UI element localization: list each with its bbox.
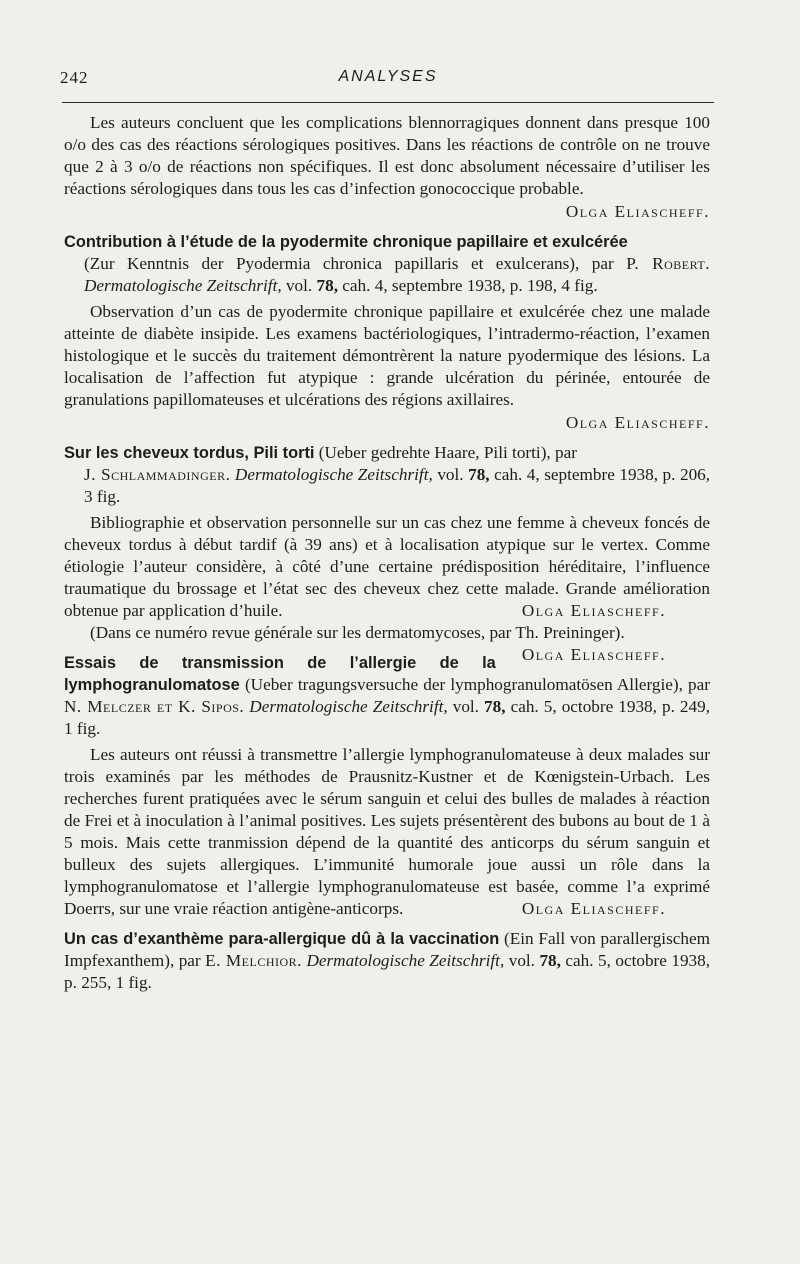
entry-vol: vol.: [452, 697, 479, 716]
signature: Olga Eliascheff.: [521, 645, 666, 664]
entry-text-body: Les auteurs ont réussi à transmettre l’allergie lymphogranulomateuse à deux malades sur trois examinés par les méthodes de Prausnitz-Kustner et de Kœnigstein-Urbach. Les recherches furent pratiquées avec le sérum sanguin et celui des bulles de malades à réaction de Frei et à inoculation à l’animal positives. Les sujets présentèrent des bubons au bout de 1 à 5 mois. Mais cette tranmission dépend de la quantité des anticorps du sérum sanguin et bulleux des sujets allergiques. L’immunité humorale joue aussi un rôle dans la lymphogranulomatose et l’allergie lymphogranulomateuse est basée, comme l’a exprimé Doerrs, sur une vraie réaction antigène-anticorps.: [64, 745, 710, 918]
entry-vol-number: 78,: [539, 951, 561, 970]
entry-subtitle: (Ueber gedrehte Haare, Pili torti), par: [318, 443, 577, 462]
signature: Olga Eliascheff.: [521, 601, 666, 620]
entry-title: Contribution à l’étude de la pyodermite chronique papillaire et exulcérée: [64, 233, 628, 251]
entry-heading: [64, 928, 710, 994]
entry-vol: vol.: [285, 276, 313, 295]
entry-author: E. Melchior.: [205, 951, 302, 970]
entry-journal: Dermatologische Zeitschrift,: [234, 465, 433, 484]
entry-author: P. Robert.: [626, 254, 710, 273]
entry-journal: Dermatologische Zeitschrift,: [306, 951, 505, 970]
signature: Olga Eliascheff.: [521, 899, 666, 918]
entry-title: Essais de transmission de l’allergie de la lymphogranulomatose: [64, 654, 496, 694]
running-title: ANALYSES: [338, 68, 438, 85]
entry-text: Observation d’un cas de pyodermite chronique papillaire et exulcérée chez une malade atteinte de diabète insipide. Les examens bactériologiques, l’intradermo-réaction, l’examen histologique et le succès du traitement démontrèrent la nature pyodermique des lésions. La localisation de l’affection fut atypique : grande ulcération du périnée, entourée de granulations papillomateuses et ulcérations des régions axillaires.: [64, 302, 710, 409]
entry-author: N. Melczer et K. Sipos.: [64, 697, 245, 716]
signature: Olga Eliascheff.: [565, 202, 710, 221]
entry-reference: [64, 464, 710, 508]
intro-paragraph: Les auteurs concluent que les complications blennorragiques donnent dans presque 100 o/o des cas des réactions sérologiques positives. Dans les réactions de contrôle on ne trouve que 2 à 3 o/o de réactions non spécifiques. Il est donc absolument nécessaire d’utiliser les réactions sérologiques dans tous les cas d’infection gonococcique probable.: [64, 113, 710, 198]
entry-heading: [64, 231, 710, 253]
entry-reference: [64, 253, 710, 297]
entry-pyodermite: [64, 231, 710, 434]
entry-text: [64, 744, 710, 920]
entry-vol-number: 78,: [316, 276, 338, 295]
entry-title: Un cas d’exanthème para-allergique dû à la vaccination: [64, 930, 500, 948]
entry-details: cah. 5, octobre 1938, p. 255, 1 fig.: [64, 951, 711, 992]
entry-subtitle: (Ein Fall von parallergischem Impfexanthem), par: [64, 929, 710, 970]
entry-subtitle: (Ueber tragungsversuche der lymphogranulomatösen Allergie), par: [244, 675, 711, 694]
entry-author: J. Schlammadinger.: [84, 465, 231, 484]
entry-vol: vol.: [437, 465, 464, 484]
entry-subtitle: (Zur Kenntnis der Pyodermia chronica papillaris et exulcerans), par: [84, 254, 614, 273]
entry-text: [64, 512, 710, 622]
entry-vol-number: 78,: [484, 697, 506, 716]
header-rule: [62, 102, 714, 103]
entry-title: Sur les cheveux tordus, Pili torti: [64, 444, 315, 462]
entry-heading: [64, 442, 710, 464]
entry-journal: Dermatologische Zeitschrift,: [84, 276, 282, 295]
entry-details: cah. 4, septembre 1938, p. 198, 4 fig.: [342, 276, 598, 295]
entry-exantheme: [64, 928, 710, 994]
entry-details: cah. 5, octobre 1938, p. 249, 1 fig.: [64, 697, 711, 738]
running-head: [60, 68, 716, 92]
entry-vol: vol.: [508, 951, 535, 970]
entry-vol-number: 78,: [468, 465, 490, 484]
entry-text-body: Bibliographie et observation personnelle sur un cas chez une femme à cheveux foncés de cheveux tordus à début tardif (à 39 ans) et à localisation atypique sur le vertex. Comme étiologie l’auteur considère, à côté d’une certaine prédisposition héréditaire, l’influence traumatique du brossage et l’état sec des cheveux chez cette malade. Grande amélioration obtenue par application d’huile.: [64, 513, 710, 620]
signature: Olga Eliascheff.: [565, 413, 710, 432]
entry-details: cah. 4, septembre 1938, p. 206, 3 fig.: [84, 465, 711, 506]
entry-journal: Dermatologische Zeitschrift,: [249, 697, 448, 716]
entry-cheveux-tordus: [64, 442, 711, 664]
entry-lymphogranulomatose: [64, 652, 710, 920]
entry-note-text: (Dans ce numéro revue générale sur les dermatomycoses, par Th. Preininger).: [90, 623, 625, 642]
page-body: [64, 112, 710, 994]
page-number: 242: [60, 68, 89, 87]
entry-note: [64, 622, 710, 664]
